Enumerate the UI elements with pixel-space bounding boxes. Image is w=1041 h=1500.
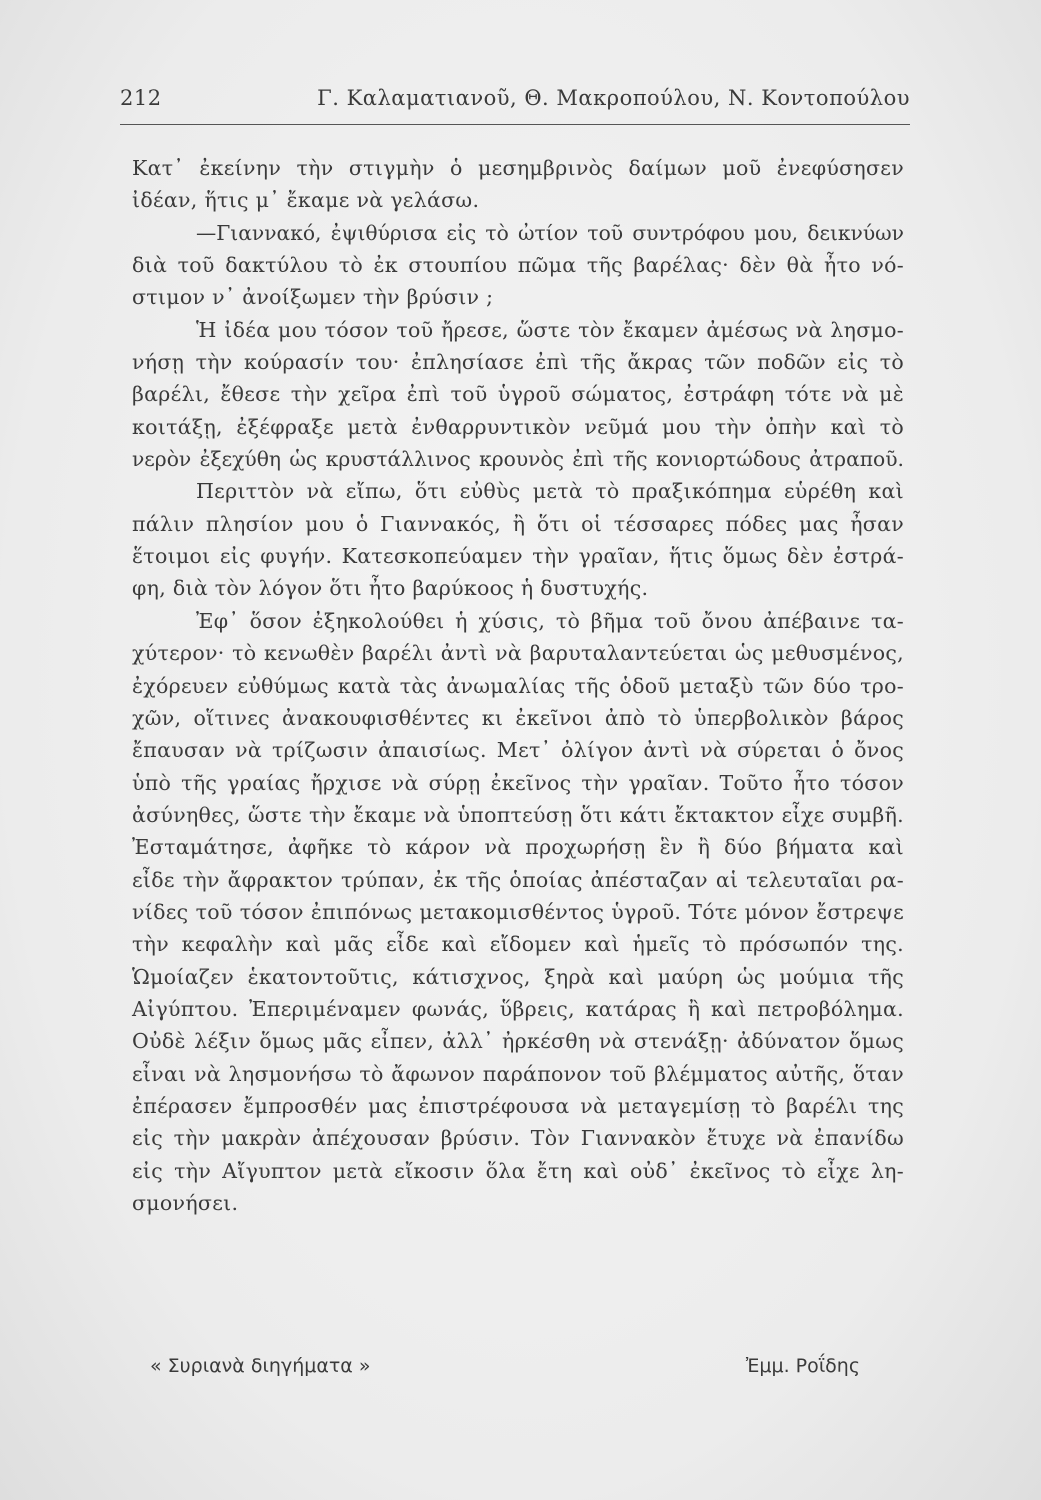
text-line: εἰς τὴν Αἴγυπτον μετὰ εἴκοσιν ὅλα ἔτη καὶ οὐδ᾿ ἐκεῖνος τὸ εἶχε λη- <box>132 1158 904 1183</box>
source-title: « Συριανὰ διηγήματα » <box>150 1355 371 1377</box>
page-header <box>120 86 910 120</box>
text-line: νίδες τοῦ τόσον ἐπιπόνως μετακομισθέντος ὑγροῦ. Τότε μόνον ἔστρεψε <box>132 899 904 924</box>
text-line: εἶδε τὴν ἄφρακτον τρύπαν, ἐκ τῆς ὁποίας ἀπέσταζαν αἱ τελευταῖαι ρα- <box>132 867 904 892</box>
text-line: νήσῃ τὴν κούρασίν του· ἐπλησίασε ἐπὶ τῆς ἄκρας τῶν ποδῶν εἰς τὸ <box>132 350 904 375</box>
text-line: βαρέλι, ἔθεσε τὴν χεῖρα ἐπὶ τοῦ ὑγροῦ σώματος, ἐστράφη τότε νὰ μὲ <box>132 382 904 407</box>
text-line: Κατ᾿ ἐκείνην τὴν στιγμὴν ὁ μεσημβρινὸς δαίμων μοῦ ἐνεφύσησεν <box>132 156 904 180</box>
text-line: Αἰγύπτου. Ἐπεριμέναμεν φωνάς, ὕβρεις, κατάρας ἢ καὶ πετροβόλημα. <box>132 996 904 1021</box>
text-line: ἔπαυσαν νὰ τρίζωσιν ἀπαισίως. Μετ᾿ ὀλίγον ἀντὶ νὰ σύρεται ὁ ὄνος <box>132 738 904 763</box>
text-line: στιμον ν᾿ ἀνοίξωμεν τὴν βρύσιν ; <box>132 285 494 310</box>
text-line: Οὐδὲ λέξιν ὅμως μᾶς εἶπεν, ἀλλ᾿ ἠρκέσθη νὰ στενάξῃ· ἀδύνατον ὅμως <box>132 1029 904 1054</box>
text-line: Ἡ ἰδέα μου τόσον τοῦ ἤρεσε, ὥστε τὸν ἔκαμεν ἀμέσως νὰ λησμο- <box>196 317 904 342</box>
text-line: ἐχόρευεν εὐθύμως κατὰ τὰς ἀνωμαλίας τῆς ὁδοῦ μεταξὺ τῶν δύο τρο- <box>132 673 904 698</box>
header-rule <box>120 124 910 125</box>
text-line: Ἐφ᾿ ὅσον ἐξηκολούθει ἡ χύσις, τὸ βῆμα τοῦ ὄνου ἀπέβαινε τα- <box>196 608 904 633</box>
page-number: 212 <box>120 86 162 110</box>
text-line: ἕτοιμοι εἰς φυγήν. Κατεσκοπεύαμεν τὴν γραῖαν, ἥτις ὅμως δὲν ἐστρά- <box>132 544 904 569</box>
text-line: νερὸν ἐξεχύθη ὡς κρυστάλλινος κρουνὸς ἐπὶ τῆς κονιορτώδους ἀτραποῦ. <box>132 447 904 472</box>
text-line: τὴν κεφαλὴν καὶ μᾶς εἶδε καὶ εἴδομεν καὶ ἡμεῖς τὸ πρόσωπόν της. <box>132 932 904 957</box>
text-line: Περιττὸν νὰ εἴπω, ὅτι εὐθὺς μετὰ τὸ πραξικόπημα εὑρέθη καὶ <box>196 479 904 504</box>
text-line: εἰς τὴν μακρὰν ἀπέχουσαν βρύσιν. Τὸν Γιαννακὸν ἔτυχε νὰ ἐπανίδω <box>132 1126 904 1151</box>
text-line: χῶν, οἵτινες ἀνακουφισθέντες κι ἐκεῖνοι ἀπὸ τὸ ὑπερβολικὸν βάρος <box>132 705 904 730</box>
text-line: σμονήσει. <box>132 1191 239 1215</box>
text-line: ἰδέαν, ἥτις μ᾿ ἔκαμε νὰ γελάσω. <box>132 188 480 213</box>
author-name: Ἐμμ. Ροΐδης <box>745 1355 860 1377</box>
text-line: Ὡμοίαζεν ἑκατοντοῦτις, κάτισχνος, ξηρὰ καὶ μαύρη ὡς μούμια τῆς <box>132 964 904 989</box>
text-line: εἶναι νὰ λησμονήσω τὸ ἄφωνον παράπονον τοῦ βλέμματος αὐτῆς, ὅταν <box>132 1061 904 1086</box>
text-line: ὑπὸ τῆς γραίας ἤρχισε νὰ σύρῃ ἐκεῖνος τὴν γραῖαν. Τοῦτο ἦτο τόσον <box>132 770 904 795</box>
text-line: πάλιν πλησίον μου ὁ Γιαννακός, ἢ ὅτι οἱ τέσσαρες πόδες μας ἦσαν <box>132 511 904 536</box>
running-title: Γ. Καλαματιανοῦ, Θ. Μακροπούλου, Ν. Κοντοπούλου <box>317 86 910 110</box>
text-line: —Γιαννακό, ἐψιθύρισα εἰς τὸ ὠτίον τοῦ συντρόφου μου, δεικνύων <box>196 220 904 245</box>
text-line: χύτερον· τὸ κενωθὲν βαρέλι ἀντὶ νὰ βαρυταλαντεύεται ὡς μεθυσμένος, <box>132 641 904 666</box>
text-line: ἀσύνηθες, ὥστε τὴν ἔκαμε νὰ ὑποπτεύσῃ ὅτι κάτι ἔκτακτον εἶχε συμβῆ. <box>132 802 904 827</box>
text-line: ἐπέρασεν ἔμπροσθέν μας ἐπιστρέφουσα νὰ μεταγεμίσῃ τὸ βαρέλι της <box>132 1093 904 1118</box>
body-text <box>132 152 904 1219</box>
text-line: φη, διὰ τὸν λόγον ὅτι ἦτο βαρύκοος ἡ δυστυχής. <box>132 576 649 601</box>
text-line: Ἐσταμάτησε, ἀφῆκε τὸ κάρον νὰ προχωρήσῃ ἓν ἢ δύο βήματα καὶ <box>132 835 904 860</box>
page-footer <box>150 1355 860 1385</box>
text-line: κοιτάξῃ, ἐξέφραξε μετὰ ἐνθαρρυντικὸν νεῦμά μου τὴν ὀπὴν καὶ τὸ <box>132 414 904 439</box>
text-line: διὰ τοῦ δακτύλου τὸ ἐκ στουπίου πῶμα τῆς βαρέλας· δὲν θὰ ἦτο νό- <box>132 253 904 278</box>
